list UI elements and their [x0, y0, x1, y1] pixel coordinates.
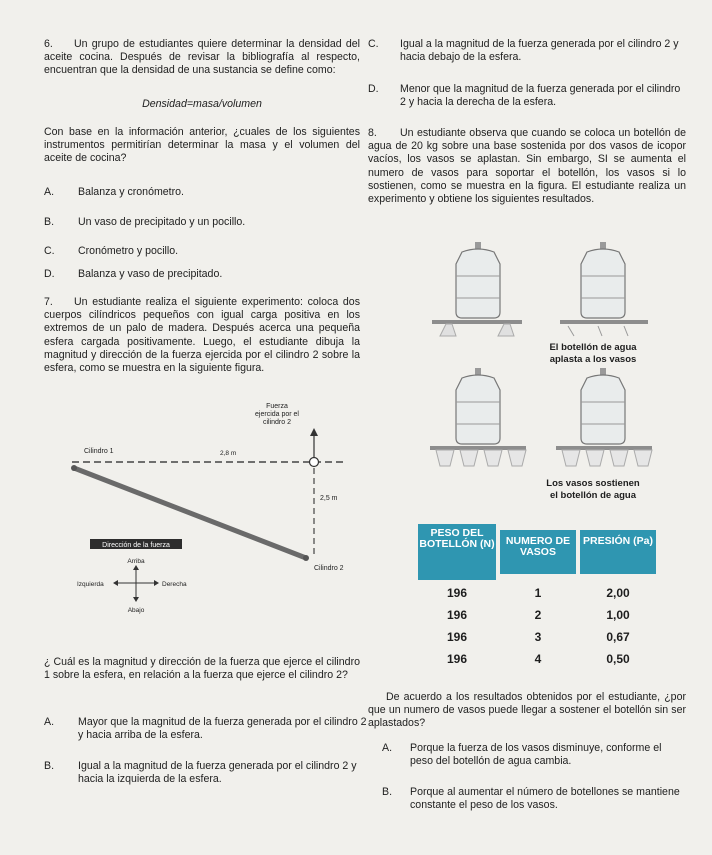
legend-left: Izquierda — [77, 581, 104, 588]
legend-up-arrow-icon — [133, 565, 139, 570]
crushed-cup — [498, 324, 514, 336]
base-plate-4 — [556, 446, 652, 450]
q7-option-b[interactable]: Igual a la magnitud de la fuerza generada por el cilindro 2 y hacia la izquierda de la esfera. — [78, 760, 357, 786]
crushed-cup — [440, 324, 456, 336]
table-cell: 1 — [534, 586, 542, 600]
cups-support-bottle-illustration — [418, 366, 668, 470]
force-label-line2: ejercida por el — [255, 411, 299, 418]
q8-option-b[interactable]: Porque al aumentar el número de botellones se mantiene constante el peso de los vasos. — [410, 786, 680, 812]
upright-cups — [562, 450, 652, 466]
legend-right-arrow-icon — [154, 580, 159, 586]
crushed-cups — [568, 326, 628, 336]
q8-stem: Un estudiante observa que cuando se coloca un botellón de agua de 20 kg sobre una base sostenida por dos vasos de icopor vacíos, los vasos se aplastan. Sin embargo, SI se aumenta el numero de vasos para soportar el botellón, los vasos si lo sostienen, como se muestra en la figura. El estudiante realiza un experimento y obtiene los siguientes resultados. — [368, 127, 686, 206]
bottle-icon-1 — [456, 242, 500, 318]
force-label-line3: cilindro 2 — [262, 419, 292, 426]
q6-question: Con base en la información anterior, ¿cuales de los siguientes instrumentos permitirían determinar la masa y el volumen del aceite de cocina? — [44, 126, 360, 165]
q6-option-c-letter[interactable]: C. — [44, 245, 55, 257]
results-table — [418, 524, 658, 674]
table-cell: 0,50 — [606, 652, 630, 666]
cylinder-1-label: Cilindro 1 — [84, 448, 114, 455]
upright-cups — [436, 450, 526, 466]
base-plate-1 — [432, 320, 522, 324]
table-cell: 196 — [446, 586, 468, 600]
horizontal-distance-label: 2,8 m — [220, 450, 237, 457]
table-cell: 4 — [534, 652, 542, 666]
force-arrowhead-icon — [310, 428, 318, 436]
q7-option-a-letter[interactable]: A. — [44, 716, 55, 728]
table-header-cups: NUMERO DE VASOS — [500, 530, 576, 574]
q6-option-b[interactable]: Un vaso de precipitado y un pocillo. — [78, 216, 246, 228]
q8-option-a[interactable]: Porque la fuerza de los vasos disminuye, conforme el peso del botellón de agua cambia. — [410, 742, 662, 768]
q7-question: ¿ Cuál es la magnitud y dirección de la fuerza que ejerce el cilindro 1 sobre la esfera, en relación a la fuerza que ejerce el cilindro 2? — [44, 656, 360, 682]
table-cell: 0,67 — [606, 630, 630, 644]
q6-formula: Densidad=masa/volumen — [142, 98, 262, 110]
table-cell: 196 — [446, 608, 468, 622]
legend-title: Dirección de la fuerza — [102, 542, 170, 549]
caption-top-line1: El botellón de agua — [549, 342, 637, 353]
q6-option-a-letter[interactable]: A. — [44, 186, 55, 198]
caption-bottom-line1: Los vasos sostienen — [546, 478, 640, 489]
caption-bottom-line2: el botellón de agua — [549, 490, 637, 501]
caption-top-line2: aplasta a los vasos — [549, 354, 637, 365]
q6-option-d[interactable]: Balanza y vaso de precipitado. — [78, 268, 223, 280]
q7-option-a[interactable]: Mayor que la magnitud de la fuerza generada por el cilindro 2 y hacia arriba de la esfera. — [78, 716, 367, 742]
q7-option-c[interactable]: Igual a la magnitud de la fuerza generada por el cilindro 2 y hacia debajo de la esfera. — [400, 38, 679, 64]
q7-option-b-letter[interactable]: B. — [44, 760, 55, 772]
q8-option-b-letter[interactable]: B. — [382, 786, 393, 798]
legend-down-arrow-icon — [133, 597, 139, 602]
q6-option-d-letter[interactable]: D. — [44, 268, 55, 280]
q6-option-c[interactable]: Cronómetro y pocillo. — [78, 245, 179, 257]
q8-number: 8. — [368, 127, 377, 139]
q8-question: De acuerdo a los resultados obtenidos por el estudiante, ¿por que un numero de vasos puede llegar a sostener el botellón sin ser aplastados? — [368, 691, 686, 730]
vertical-distance-label: 2,5 m — [320, 495, 338, 502]
cylinder-2-label: Cilindro 2 — [314, 565, 344, 572]
bottle-icon-4 — [581, 368, 625, 444]
cylinder-1-dot — [71, 465, 77, 471]
base-plate-3 — [430, 446, 526, 450]
bottle-icon-3 — [456, 368, 500, 444]
table-header-pressure: PRESIÓN (Pa) — [580, 530, 656, 574]
q7-number: 7. — [44, 296, 53, 308]
legend-right: Derecha — [162, 581, 187, 588]
q6-number: 6. — [44, 38, 53, 50]
q8-option-a-letter[interactable]: A. — [382, 742, 393, 754]
table-cell: 1,00 — [606, 608, 630, 622]
bottle-icon-2 — [581, 242, 625, 318]
charged-sphere — [310, 458, 319, 467]
q7-option-d-letter[interactable]: D. — [368, 83, 379, 95]
q6-stem: Un grupo de estudiantes quiere determinar la densidad del aceite cocina. Después de revisar la bibliografía al respecto, encuentran que la densidad de una sustancia se define como: — [44, 38, 360, 77]
q6-option-b-letter[interactable]: B. — [44, 216, 55, 228]
table-cell: 2,00 — [606, 586, 630, 600]
q7-stem: Un estudiante realiza el siguiente experimento: coloca dos cuerpos cilíndricos pequeños con igual carga positiva en los extremos de un palo de madera. Después acerca una pequeña esfera cargada positivamente. Luego, el estudiante dibuja la magnitud y dirección de la fuerza ejercida por el cilindro 2 sobre la esfera, como se muestra en la siguiente figura. — [44, 296, 360, 375]
table-cell: 2 — [534, 608, 542, 622]
table-cell: 196 — [446, 652, 468, 666]
cylinder-2-dot — [303, 555, 309, 561]
force-label-line1: Fuerza — [266, 403, 288, 410]
table-header-weight: PESO DEL BOTELLÓN (N) — [418, 524, 496, 580]
legend-left-arrow-icon — [113, 580, 118, 586]
q6-option-a[interactable]: Balanza y cronómetro. — [78, 186, 184, 198]
legend-down: Abajo — [127, 607, 145, 614]
base-plate-2 — [560, 320, 648, 324]
bottle-crushes-cups-illustration — [418, 240, 668, 340]
table-cell: 196 — [446, 630, 468, 644]
q7-force-diagram — [44, 396, 364, 626]
legend-up: Arriba — [127, 558, 145, 565]
table-cell: 3 — [534, 630, 542, 644]
q7-option-d[interactable]: Menor que la magnitud de la fuerza generada por el cilindro 2 y hacia la derecha de la esfera. — [400, 83, 681, 109]
q7-option-c-letter[interactable]: C. — [368, 38, 379, 50]
